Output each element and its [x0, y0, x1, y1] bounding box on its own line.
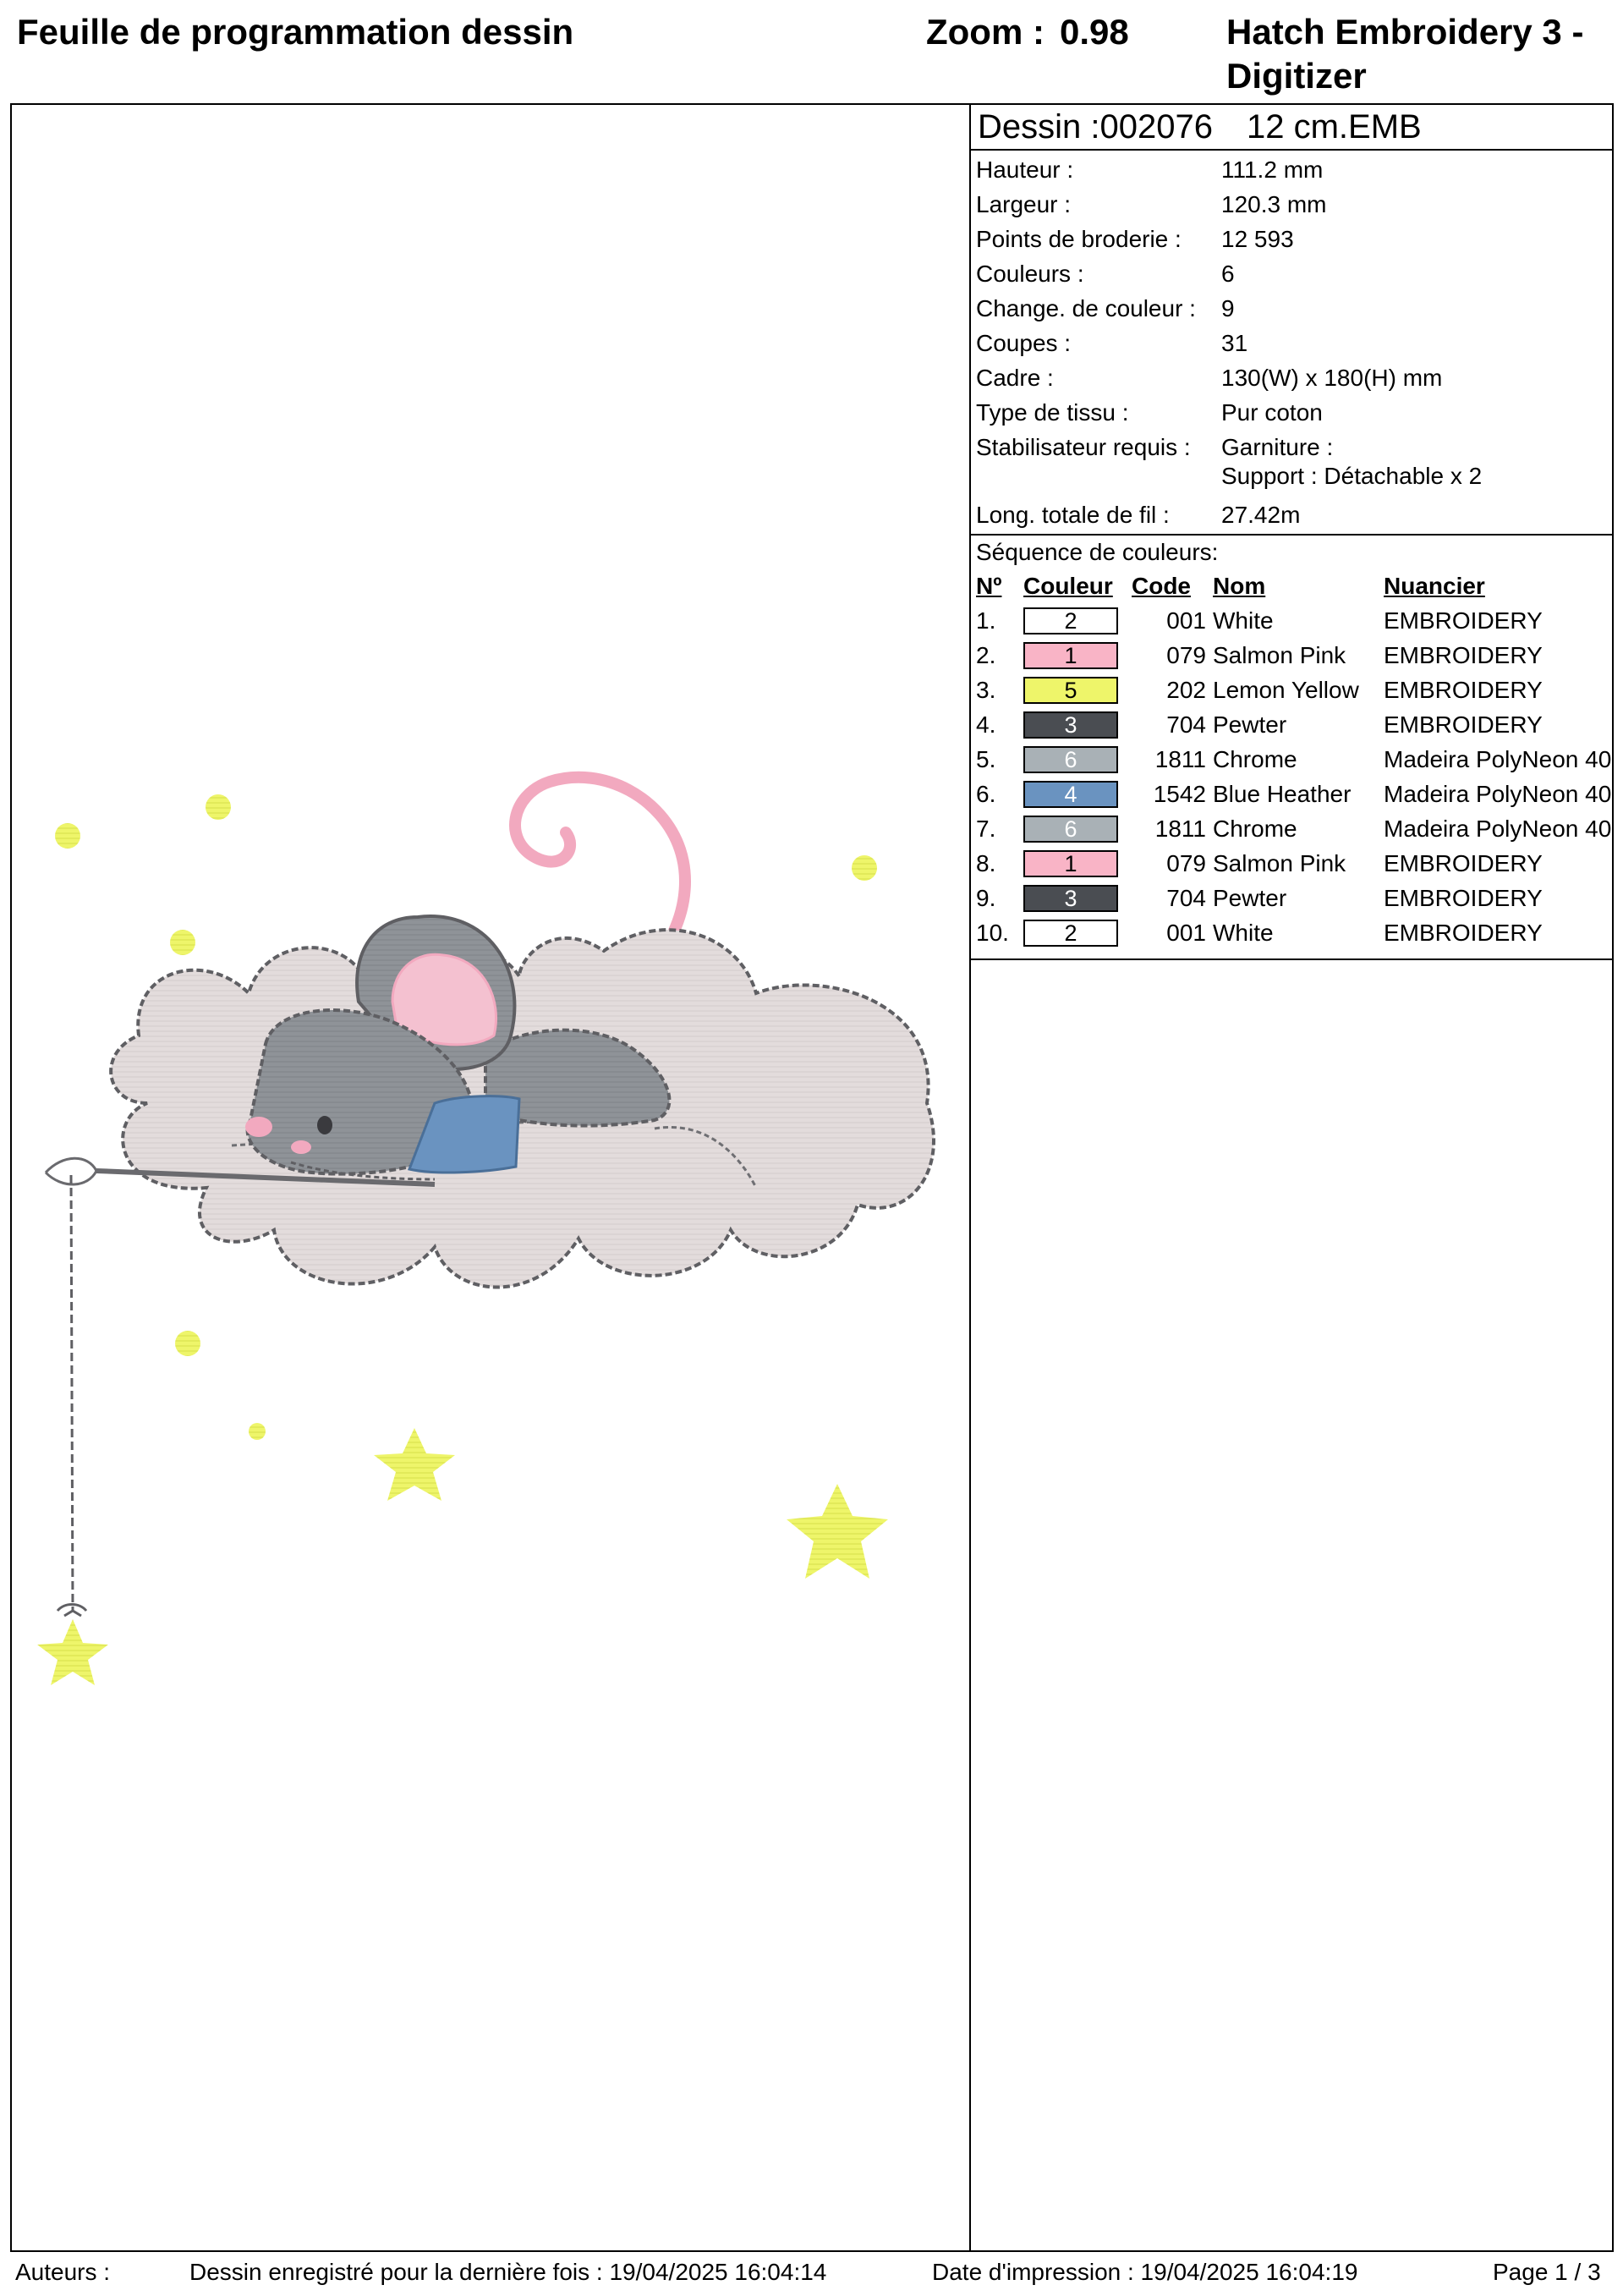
row-chart: EMBROIDERY [1384, 919, 1543, 946]
row-swatch-cell [1023, 603, 1132, 638]
row-chart: Madeira PolyNeon 40 [1384, 815, 1612, 842]
table-row [973, 915, 1611, 950]
table-row [973, 881, 1611, 915]
color-sequence-title: Séquence de couleurs: [976, 539, 1219, 565]
row-name: Pewter [1213, 711, 1287, 738]
row-name: Salmon Pink [1213, 641, 1346, 668]
footer-last-saved: Dessin enregistré pour la dernière fois : 19/04/2025 16:04:14 [189, 2259, 827, 2285]
row-code: 202 [1166, 676, 1206, 703]
row-number: 3. [976, 676, 996, 703]
row-swatch-cell [1023, 846, 1132, 881]
prop-value: 31 [1221, 330, 1248, 356]
prop-height [971, 152, 1612, 187]
prop-trims [971, 326, 1612, 360]
color-swatch: 5 [1023, 677, 1118, 704]
prop-label: Stabilisateur requis : [976, 434, 1191, 460]
row-code: 001 [1166, 607, 1206, 634]
prop-label: Couleurs : [976, 261, 1084, 287]
footer-page-number: Page 1 / 3 [1493, 2259, 1601, 2285]
prop-value: 120.3 mm [1221, 191, 1327, 217]
prop-width [971, 187, 1612, 222]
prop-value: 111.2 mm [1221, 157, 1324, 183]
color-swatch: 2 [1023, 920, 1118, 947]
table-row [973, 811, 1611, 846]
row-code: 001 [1166, 919, 1206, 946]
zoom-label: Zoom : [926, 12, 1045, 52]
prop-value: 27.42m [1221, 502, 1301, 528]
row-number: 4. [976, 711, 996, 738]
stabilizer-topping: Garniture : [1221, 434, 1334, 460]
table-row [973, 742, 1611, 777]
row-name: White [1213, 919, 1274, 946]
row-code: 079 [1166, 641, 1206, 668]
design-info-panel [971, 105, 1612, 960]
color-swatch: 3 [1023, 711, 1118, 739]
row-code: 1811 [1154, 815, 1206, 842]
table-row [973, 707, 1611, 742]
row-chart: EMBROIDERY [1384, 676, 1543, 703]
color-swatch: 4 [1023, 781, 1118, 808]
star-icons [37, 1428, 888, 1685]
table-header-row [973, 569, 1611, 603]
color-swatch: 6 [1023, 816, 1118, 843]
row-code: 1542 [1153, 780, 1206, 807]
prop-hoop [971, 360, 1612, 395]
table-row [973, 673, 1611, 707]
table-row [973, 638, 1611, 673]
row-chart: Madeira PolyNeon 40 [1384, 745, 1612, 772]
row-name: Pewter [1213, 884, 1287, 911]
zoom-indicator [926, 10, 1129, 54]
page-title: Feuille de programmation dessin [17, 12, 574, 52]
row-number: 2. [976, 641, 996, 668]
row-number: 9. [976, 884, 996, 911]
row-swatch-cell [1023, 673, 1132, 707]
row-number: 1. [976, 607, 996, 634]
row-swatch-cell [1023, 915, 1132, 950]
sheet-frame [10, 103, 1614, 2252]
prop-label: Change. de couleur : [976, 295, 1196, 321]
row-chart: EMBROIDERY [1384, 711, 1543, 738]
prop-value [1221, 433, 1482, 491]
design-name-header [971, 105, 1612, 151]
prop-fabric [971, 395, 1612, 430]
prop-value: Pur coton [1221, 399, 1323, 426]
color-swatch: 3 [1023, 885, 1118, 912]
col-header-color: Couleur [1023, 573, 1113, 599]
row-chart: Madeira PolyNeon 40 [1384, 780, 1612, 807]
prop-stitch-count [971, 222, 1612, 256]
row-chart: EMBROIDERY [1384, 607, 1543, 634]
prop-color-changes [971, 291, 1612, 326]
row-name: Chrome [1213, 745, 1297, 772]
design-properties [971, 151, 1612, 536]
color-sequence-table [973, 569, 1611, 950]
row-number: 6. [976, 780, 996, 807]
row-code: 1811 [1154, 745, 1206, 772]
row-number: 8. [976, 849, 996, 876]
design-preview [12, 105, 968, 2250]
row-number: 7. [976, 815, 996, 842]
row-name: White [1213, 607, 1274, 634]
col-header-num: Nº [976, 573, 1002, 599]
design-name: Dessin :002076 [978, 108, 1213, 146]
prop-label: Largeur : [976, 191, 1072, 217]
col-header-code: Code [1132, 573, 1191, 599]
sequence-divider [971, 950, 1612, 960]
color-swatch: 1 [1023, 642, 1118, 669]
row-name: Chrome [1213, 815, 1297, 842]
design-file: 12 cm.EMB [1246, 108, 1422, 146]
color-swatch: 6 [1023, 746, 1118, 773]
row-chart: EMBROIDERY [1384, 884, 1543, 911]
prop-label: Coupes : [976, 330, 1072, 356]
color-sequence-rows [973, 603, 1611, 950]
color-swatch: 2 [1023, 607, 1118, 634]
row-swatch-cell [1023, 742, 1132, 777]
table-row [973, 777, 1611, 811]
prop-value: 130(W) x 180(H) mm [1221, 365, 1443, 391]
footer-print-date: Date d'impression : 19/04/2025 16:04:19 [932, 2259, 1358, 2285]
prop-value: 9 [1221, 295, 1235, 321]
prop-thread-length [971, 497, 1612, 532]
col-header-name: Nom [1213, 573, 1266, 599]
row-swatch-cell [1023, 707, 1132, 742]
row-swatch-cell [1023, 777, 1132, 811]
row-chart: EMBROIDERY [1384, 849, 1543, 876]
table-row [973, 846, 1611, 881]
row-number: 10. [976, 919, 1009, 946]
table-row [973, 603, 1611, 638]
stabilizer-backing: Support : Détachable x 2 [1221, 463, 1483, 489]
row-code: 704 [1166, 711, 1206, 738]
row-name: Blue Heather [1213, 780, 1352, 807]
prop-stabilizer [971, 430, 1612, 497]
prop-colors [971, 256, 1612, 291]
row-swatch-cell [1023, 638, 1132, 673]
row-chart: EMBROIDERY [1384, 641, 1543, 668]
prop-label: Points de broderie : [976, 226, 1182, 252]
footer-authors: Auteurs : [15, 2259, 111, 2285]
row-swatch-cell [1023, 881, 1132, 915]
row-code: 704 [1166, 884, 1206, 911]
embroidery-design-illustration [12, 105, 968, 2250]
prop-label: Long. totale de fil : [976, 502, 1170, 528]
application-name: Hatch Embroidery 3 - Digitizer [1226, 12, 1584, 96]
prop-value: 12 593 [1221, 226, 1294, 252]
prop-label: Cadre : [976, 365, 1054, 391]
prop-value: 6 [1221, 261, 1235, 287]
col-header-chart: Nuancier [1384, 573, 1485, 599]
row-name: Lemon Yellow [1213, 676, 1359, 703]
prop-label: Type de tissu : [976, 399, 1129, 426]
row-number: 5. [976, 745, 996, 772]
row-name: Salmon Pink [1213, 849, 1346, 876]
color-swatch: 1 [1023, 850, 1118, 877]
row-swatch-cell [1023, 811, 1132, 846]
row-code: 079 [1166, 849, 1206, 876]
prop-label: Hauteur : [976, 157, 1074, 183]
zoom-value: 0.98 [1059, 12, 1129, 52]
